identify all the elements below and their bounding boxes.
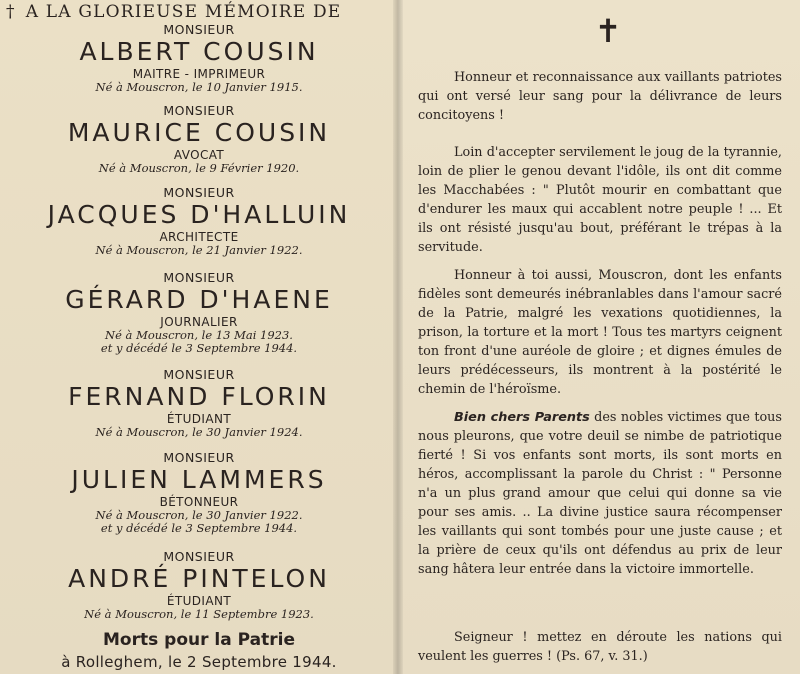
death-line: et y décédé le 3 Septembre 1944. <box>100 521 298 535</box>
memorial-entry <box>0 368 398 439</box>
occupation: JOURNALIER <box>160 315 238 329</box>
person-name: ANDRÉ PINTELON <box>68 564 330 593</box>
person-name: MAURICE COUSIN <box>67 118 331 147</box>
birth-line: Né à Mouscron, le 21 Janvier 1922. <box>95 243 303 257</box>
footer-heading: Morts pour la Patrie <box>103 630 295 650</box>
birth-line: Né à Mouscron, le 30 Janvier 1922. <box>95 508 303 522</box>
memorial-entry <box>0 271 398 355</box>
memorial-entry <box>0 186 398 257</box>
occupation: ÉTUDIANT <box>166 412 232 426</box>
honorific: MONSIEUR <box>163 22 235 37</box>
dedication-line <box>6 2 396 22</box>
paragraph-mouscron: Honneur à toi aussi, Mouscron, dont les enfants fidèles sont demeurés inébranlables dans l'amour sacré de la Patrie, malgré les vexations quotidiennes, la prison, la torture et la mort ! Tous tes martyrs ceignent ton front d'une auréole de gloire ; et dignes émules de leurs prédécesseurs, ils montrent à la postérité le chemin de l'héroïsme. <box>418 268 782 397</box>
latin-cross-icon: ✝ <box>594 12 622 50</box>
birth-line: Né à Mouscron, le 30 Janvier 1924. <box>95 425 303 439</box>
paragraph-psalm: Seigneur ! mettez en déroute les nations qui veulent les guerres ! (Ps. 67, v. 31.) <box>418 630 782 664</box>
occupation: BÉTONNEUR <box>159 495 239 509</box>
occupation: AVOCAT <box>173 148 225 162</box>
memorial-entry <box>0 550 398 621</box>
person-name: JULIEN LAMMERS <box>71 465 327 494</box>
occupation: ARCHITECTE <box>159 230 239 244</box>
occupation: ÉTUDIANT <box>166 594 232 608</box>
dedication-text: A LA GLORIEUSE MÉMOIRE DE <box>25 2 342 22</box>
occupation: MAITRE - IMPRIMEUR <box>132 67 266 81</box>
person-name: JACQUES D'HALLUIN <box>47 200 351 229</box>
parents-text: des nobles victimes que tous nous pleurons, que votre deuil se nimbe de patriotique fierté ! Si vos enfants sont morts, ils sont morts en héros, accomplissant la parole du Christ : " Personne n'a un plus grand amour que celui qui donne sa vie pour ses amis. .. La divine justice saura récompenser les vaillants qui sont tombés pour une juste cause ; et la prière de ceux qu'ils ont défendus au prix de leur sang hâtera leur entrée dans la victoire immortelle. <box>418 410 782 577</box>
birth-line: Né à Mouscron, le 13 Mai 1923. <box>105 328 293 342</box>
birth-line: Né à Mouscron, le 9 Février 1920. <box>98 161 300 175</box>
honorific: MONSIEUR <box>163 103 235 118</box>
memorial-entry <box>0 23 398 94</box>
birth-line: Né à Mouscron, le 11 Septembre 1923. <box>84 607 314 621</box>
paragraph-parents <box>418 408 782 579</box>
honorific: MONSIEUR <box>163 185 235 200</box>
honorific: MONSIEUR <box>163 549 235 564</box>
honorific: MONSIEUR <box>163 450 235 465</box>
honorific: MONSIEUR <box>163 367 235 382</box>
death-line: et y décédé le 3 Septembre 1944. <box>100 341 298 355</box>
footer-place-date: à Rolleghem, le 2 Septembre 1944. <box>61 653 337 671</box>
honorific: MONSIEUR <box>163 270 235 285</box>
person-name: FERNAND FLORIN <box>68 382 330 411</box>
paragraph-tyrannie: Loin d'accepter servilement le joug de la tyrannie, loin de plier le genou devant l'idôle, ils ont dit comme les Macchabées : " Plutôt mourir en combattant que d'endurer les maux qui accablent notre peuple ! ... Et ils ont résisté jusqu'au bout, préférant le trépas à la servitude. <box>418 145 782 255</box>
parents-lead: Bien chers Parents <box>454 410 590 425</box>
memorial-entry <box>0 104 398 175</box>
memorial-entry <box>0 451 398 535</box>
paragraph-honneur: Honneur et reconnaissance aux vaillants patriotes qui ont versé leur sang pour la délivrance de leurs concitoyens ! <box>418 70 782 123</box>
person-name: ALBERT COUSIN <box>79 37 319 66</box>
birth-line: Né à Mouscron, le 10 Janvier 1915. <box>95 80 303 94</box>
dedication-cross-icon: † <box>6 2 16 22</box>
person-name: GÉRARD D'HAENE <box>65 285 333 314</box>
